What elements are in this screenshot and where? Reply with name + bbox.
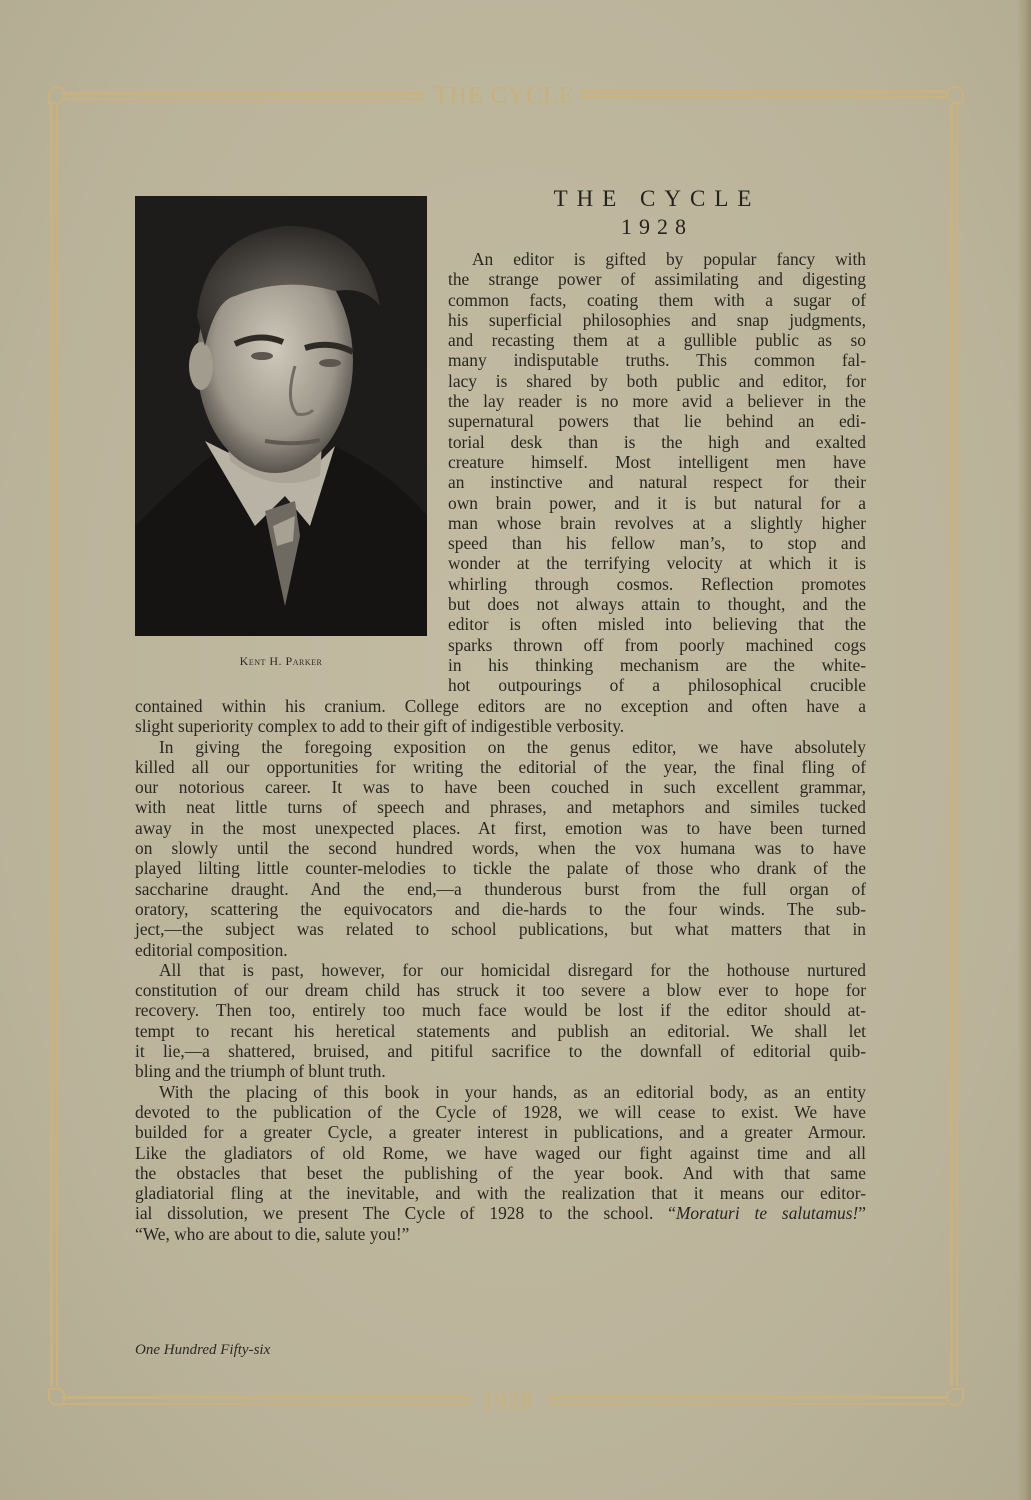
text-line: the lay reader is no more avid a believer in the: [448, 391, 866, 412]
text-line: with neat little turns of speech and phrases, and metaphors and similes tucked: [135, 797, 866, 818]
text-line: constitution of our dream child has struck it too severe a blow ever to hope for: [135, 980, 866, 1001]
text-line: an instinctive and natural respect for their: [448, 472, 866, 493]
text-line: in his thinking mechanism are the white-: [448, 654, 866, 675]
text-line: supernatural powers that lie behind an edi-: [448, 411, 866, 432]
article-column-text: [448, 249, 866, 696]
text-line: oratory, scattering the equivocators and die-hards to the four winds. The sub-: [135, 898, 866, 919]
photo-caption: Kent H. Parker: [239, 654, 323, 668]
text-line: builded for a greater Cycle, a greater interest in publications, and a greater Armour.: [135, 1122, 866, 1143]
text-line: it lie,—a shattered, bruised, and pitiful sacrifice to the downfall of editorial quib-: [135, 1041, 866, 1062]
text-line: lacy is shared by both public and editor, for: [448, 370, 866, 391]
text-line-translation: “We, who are about to die, salute you!”: [135, 1223, 410, 1244]
closing-quote-mark: ”: [858, 1203, 866, 1224]
text-line: on slowly until the second hundred words, when the vox humana was to have: [135, 838, 866, 859]
text-line: played lilting little counter-melodies to tickle the palate of those who drank of the: [135, 858, 866, 879]
text-line: bling and the triumph of blunt truth.: [135, 1061, 386, 1082]
closing-text: ial dissolution, we present The Cycle of 1928 to the school. “: [135, 1203, 676, 1224]
text-line: tempt to recant his heretical statements and publish an editorial. We shall let: [135, 1020, 866, 1041]
text-line: Like the gladiators of old Rome, we have waged our fight against time and all: [135, 1142, 866, 1163]
latin-quote: Moraturi te salutamus!: [675, 1203, 859, 1224]
text-line: whirling through cosmos. Reflection promotes: [448, 573, 866, 594]
text-line: man whose brain revolves at a slightly higher: [448, 512, 866, 533]
text-line: common facts, coating them with a sugar of: [448, 289, 866, 310]
text-line: An editor is gifted by popular fancy with: [472, 249, 866, 269]
text-line: our notorious career. It was to have been couched in such excellent grammar,: [135, 777, 866, 798]
running-footer-year: 1928: [482, 1389, 534, 1415]
text-line: own brain power, and it is but natural for a: [448, 492, 866, 513]
text-line: slight superiority complex to add to their gift of indigestible verbosity.: [135, 716, 625, 737]
running-header: THE CYCLE: [434, 83, 575, 109]
text-line: away in the most unexpected places. At first, emotion was to have been turned: [135, 817, 866, 838]
text-line: his superficial philosophies and snap judgments,: [448, 309, 866, 330]
text-line: gladiatorial fling at the inevitable, and with the realization that it means our editor-: [135, 1183, 866, 1204]
text-line: but does not always attain to thought, and the: [448, 594, 866, 615]
text-line: sparks thrown off from poorly machined cogs: [448, 634, 866, 655]
text-line: devoted to the publication of the Cycle of 1928, we will cease to exist. We have: [135, 1101, 866, 1122]
portrait-illustration: [135, 196, 427, 636]
text-line: All that is past, however, for our homicidal disregard for the hothouse nurtured: [159, 959, 866, 980]
text-line: saccharine draught. And the end,—a thunderous burst from the full organ of: [135, 878, 866, 899]
text-line: killed all our opportunities for writing the editorial of the year, the final fling of: [135, 756, 866, 777]
text-line: the strange power of assimilating and digesting: [448, 269, 866, 290]
text-line: wonder at the terrifying velocity at which it is: [448, 553, 866, 574]
text-line: contained within his cranium. College editors are no exception and often have a: [135, 696, 866, 716]
text-line: and recasting them at a gullible public as so: [448, 330, 866, 351]
text-line: hot outpourings of a philosophical crucible: [448, 675, 866, 696]
page-number: One Hundred Fifty-six: [135, 1342, 271, 1358]
text-line: recovery. Then too, entirely too much face would be lost if the editor should at-: [135, 1000, 866, 1021]
text-line: the obstacles that beset the publishing of the year book. And with that same: [135, 1162, 866, 1183]
article-body: [135, 696, 866, 1244]
text-line: editorial composition.: [135, 939, 288, 960]
text-line: ject,—the subject was related to school publications, but what matters that in: [135, 919, 866, 940]
text-line: In giving the foregoing exposition on the genus editor, we have absolutely: [159, 736, 866, 757]
text-line: creature himself. Most intelligent men have: [448, 451, 866, 472]
text-line: With the placing of this book in your hands, as an editorial body, as an entity: [159, 1081, 866, 1102]
article-year: 1928: [621, 214, 693, 239]
text-line: speed than his fellow man’s, to stop and: [448, 533, 866, 554]
article-title: THE CYCLE: [553, 186, 761, 211]
text-line: editor is often misled into believing that the: [448, 614, 866, 635]
text-line-latin-quote: [135, 1203, 866, 1223]
text-line: torial desk than is the high and exalted: [448, 431, 866, 452]
page-edge-shadow: [1017, 0, 1031, 1500]
portrait-photo: [135, 196, 427, 636]
text-line: many indisputable truths. This common fal-: [448, 350, 866, 371]
